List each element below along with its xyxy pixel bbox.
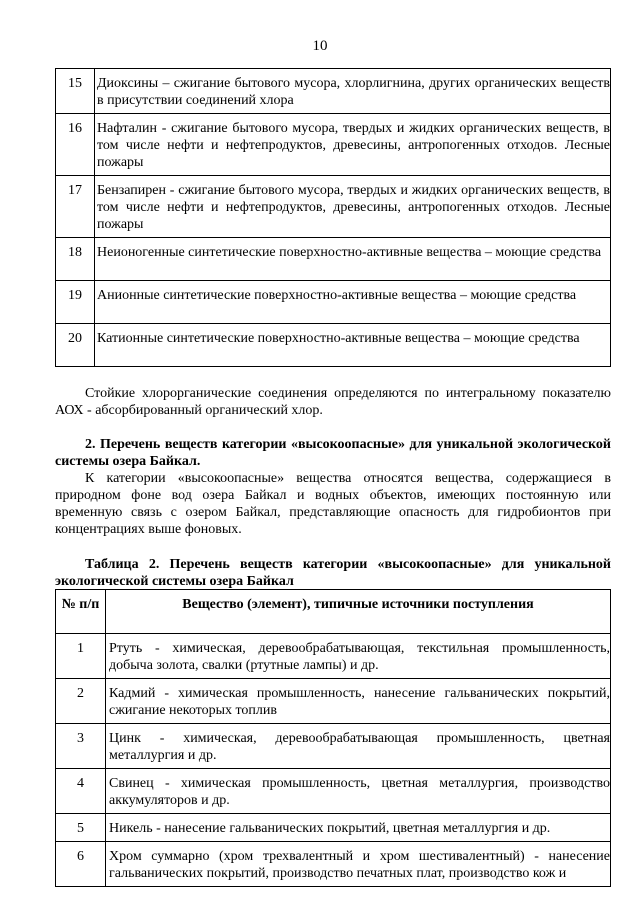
table-row (56, 769, 611, 814)
row-text: Диоксины – сжигание бытового мусора, хлорлигнина, других органических веществ в присутствии соединений хлора (95, 69, 611, 114)
row-number: 19 (56, 281, 95, 324)
table-row (56, 679, 611, 724)
table-row (56, 176, 611, 238)
row-number: 17 (56, 176, 95, 238)
row-number: 2 (56, 679, 106, 724)
row-text: Цинк - химическая, деревообрабатывающая промышленность, цветная металлургия и др. (106, 724, 611, 769)
page-number: 10 (312, 38, 328, 54)
row-number: 1 (56, 634, 106, 679)
table-row (56, 281, 611, 324)
table-row (56, 724, 611, 769)
row-text: Никель - нанесение гальванических покрытий, цветная металлургия и др. (106, 814, 611, 842)
row-number: 3 (56, 724, 106, 769)
row-number: 18 (56, 238, 95, 281)
substances-table-continued (55, 68, 611, 367)
row-text: Хром суммарно (хром трехвалентный и хром шестивалентный) - нанесение гальванических покрытий, производство печатных плат, производство кож и (106, 842, 611, 887)
aox-paragraph: Стойкие хлорорганические соединения определяются по интегральному показателю АОХ - абсорбированный органический хлор. (55, 386, 611, 418)
table-row (56, 114, 611, 176)
section-2-text: К категории «высокоопасные» вещества относятся вещества, содержащиеся в природном фоне вод озера Байкал и водных объектов, имеющих постоянную или временную связь с озером Байкал, представляющие опасность для гидробионтов при концентрациях выше фоновых. (55, 471, 611, 537)
row-text: Катионные синтетические поверхностно-активные вещества – моющие средства (95, 324, 611, 367)
row-number: 6 (56, 842, 106, 887)
section-2-heading: 2. Перечень веществ категории «высокоопасные» для уникальной экологической системы озера Байкал. (55, 437, 611, 469)
table-header-row (56, 590, 611, 634)
row-text: Нафталин - сжигание бытового мусора, твердых и жидких органических веществ, в том числе нефти и нефтепродуктов, древесины, антропогенных отходов. Лесные пожары (95, 114, 611, 176)
table-2-caption: Таблица 2. Перечень веществ категории «высокоопасные» для уникальной экологической системы озера Байкал (55, 557, 611, 589)
header-number: № п/п (56, 590, 106, 634)
row-text: Свинец - химическая промышленность, цветная металлургия, производство аккумуляторов и др. (106, 769, 611, 814)
high-hazard-substances-table (55, 589, 611, 887)
table-row (56, 814, 611, 842)
row-text: Ртуть - химическая, деревообрабатывающая, текстильная промышленность, добыча золота, свалки (ртутные лампы) и др. (106, 634, 611, 679)
row-text: Бензапирен - сжигание бытового мусора, твердых и жидких органических веществ, в том числе нефти и нефтепродуктов, древесины, антропогенных отходов. Лесные пожары (95, 176, 611, 238)
header-substance: Вещество (элемент), типичные источники поступления (106, 590, 611, 634)
table-row (56, 324, 611, 367)
row-text: Неионогенные синтетические поверхностно-активные вещества – моющие средства (95, 238, 611, 281)
row-number: 5 (56, 814, 106, 842)
table-row (56, 842, 611, 887)
table-row (56, 69, 611, 114)
row-number: 15 (56, 69, 95, 114)
row-number: 4 (56, 769, 106, 814)
row-number: 16 (56, 114, 95, 176)
table-row (56, 634, 611, 679)
row-text: Анионные синтетические поверхностно-активные вещества – моющие средства (95, 281, 611, 324)
table-row (56, 238, 611, 281)
row-number: 20 (56, 324, 95, 367)
row-text: Кадмий - химическая промышленность, нанесение гальванических покрытий, сжигание некоторых топлив (106, 679, 611, 724)
